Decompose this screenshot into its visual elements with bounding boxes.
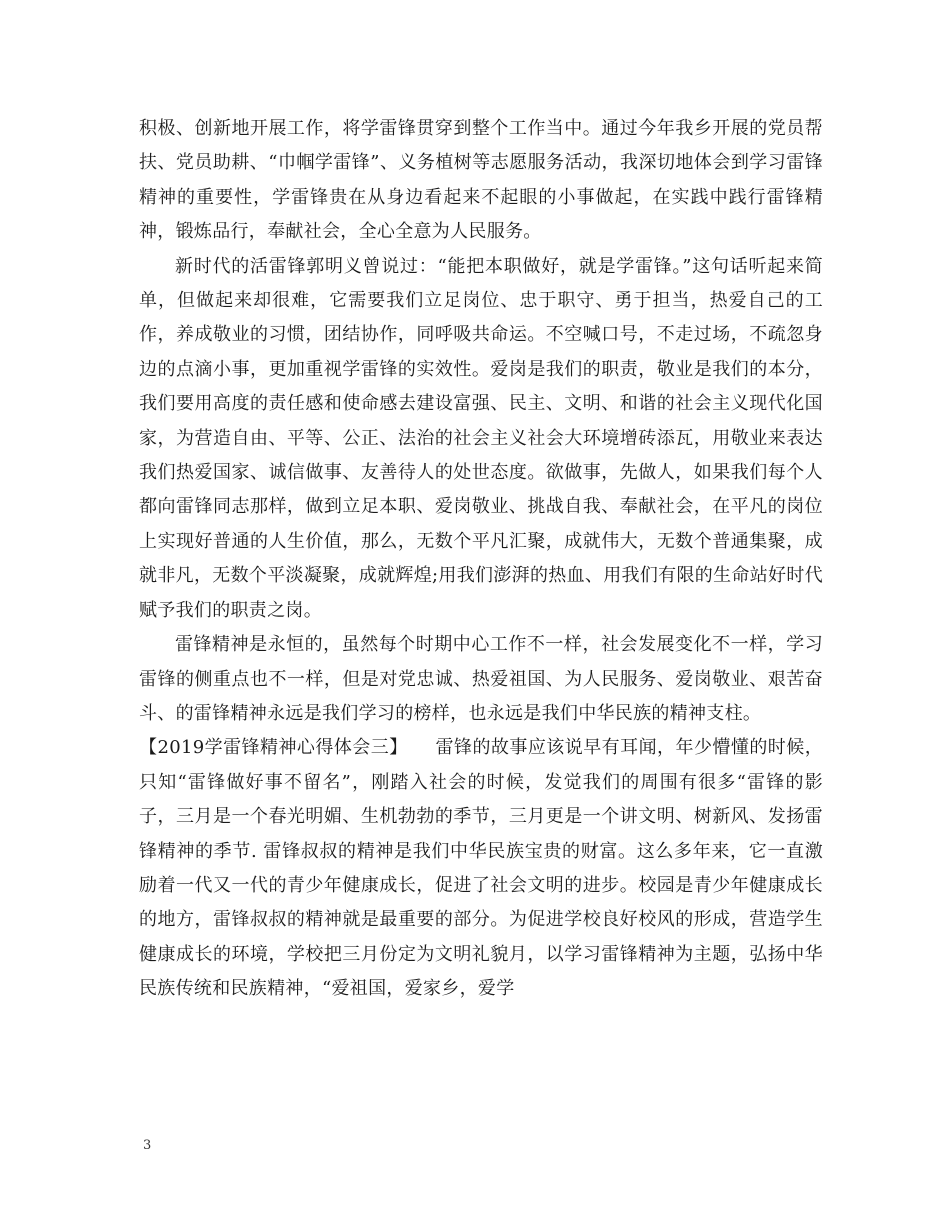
page-number: 3: [143, 1138, 152, 1153]
paragraph: 新时代的活雷锋郭明义曾说过：“能把本职做好，就是学雷锋。”这句话听起来简单，但做起来却很难，它需要我们立足岗位、忠于职守、勇于担当，热爱自己的工作，养成敬业的习惯，团结协作，同呼吸共命运。不空喊口号，不走过场，不疏忽身边的点滴小事，更加重视学雷锋的实效性。爱岗是我们的职责，敬业是我们的本分，我们要用高度的责任感和使命感去建设富强、民主、文明、和谐的社会主义现代化国家，为营造自由、平等、公正、法治的社会主义社会大环境增砖添瓦，用敬业来表达我们热爱国家、诚信做事、友善待人的处世态度。欲做事，先做人，如果我们每个人都向雷锋同志那样，做到立足本职、爱岗敬业、挑战自我、奉献社会，在平凡的岗位上实现好普通的人生价值，那么，无数个平凡汇聚，成就伟大，无数个普通集聚，成就非凡，无数个平淡凝聚，成就辉煌;用我们澎湃的热血、用我们有限的生命站好时代赋予我们的职责之岗。: [139, 255, 823, 621]
paragraph: 【2019学雷锋精神心得体会三】 雷锋的故事应该说早有耳闻，年少懵懂的时候，只知“雷锋做好事不留名”，刚踏入社会的时候，发觉我们的周围有很多“雷锋的影子，三月是一个春光明媚、生机勃勃的季节，三月更是一个讲文明、树新风、发扬雷锋精神的季节. 雷锋叔叔的精神是我们中华民族宝贵的财富。这么多年来，它一直激励着一代又一代的青少年健康成长，促进了社会文明的进步。校园是青少年健康成长的地方，雷锋叔叔的精神就是最重要的部分。为促进学校良好校风的形成，营造学生健康成长的环境，学校把三月份定为文明礼貌月，以学习雷锋精神为主题，弘扬中华民族传统和民族精神，“爱祖国，爱家乡，爱学: [139, 737, 823, 1000]
document-body: [139, 112, 823, 1007]
paragraph: 积极、创新地开展工作，将学雷锋贯穿到整个工作当中。通过今年我乡开展的党员帮扶、党员助耕、“巾帼学雷锋”、义务植树等志愿服务活动，我深切地体会到学习雷锋精神的重要性，学雷锋贵在从身边看起来不起眼的小事做起，在实践中践行雷锋精神，锻炼品行，奉献社会，全心全意为人民服务。: [139, 118, 823, 243]
paragraph: 雷锋精神是永恒的，虽然每个时期中心工作不一样，社会发展变化不一样，学习雷锋的侧重点也不一样，但是对党忠诚、热爱祖国、为人民服务、爱岗敬业、艰苦奋斗、的雷锋精神永远是我们学习的榜样，也永远是我们中华民族的精神支柱。: [139, 634, 823, 724]
